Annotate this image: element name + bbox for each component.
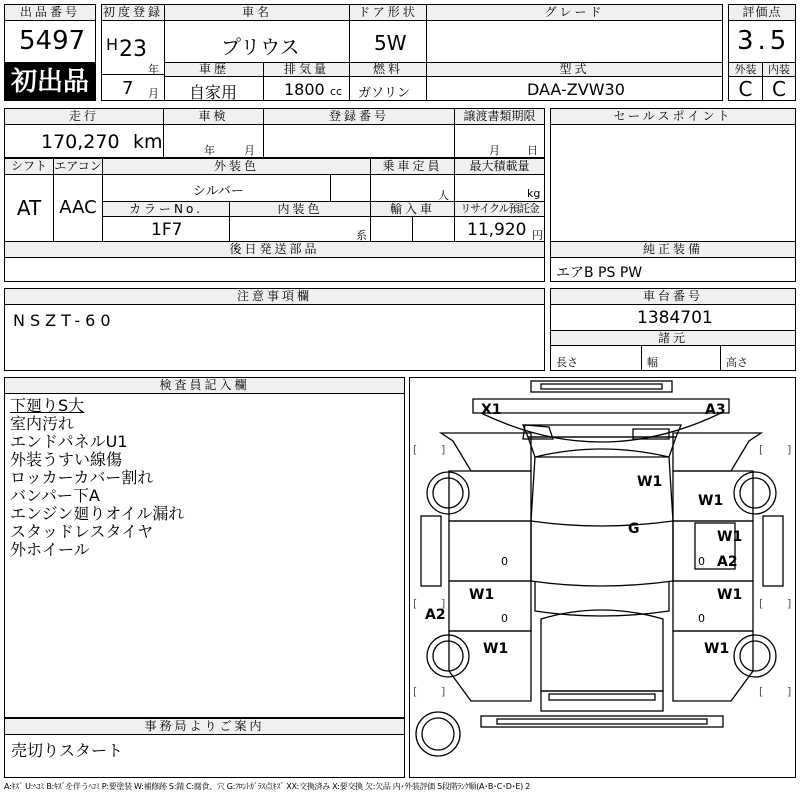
front-bumper-top xyxy=(531,381,672,392)
registration-year: 23 xyxy=(119,37,147,62)
inspection-year-unit: 年 xyxy=(204,144,215,157)
dims-width-box xyxy=(641,345,721,371)
capacity-box xyxy=(370,174,455,202)
bracket: [ xyxy=(413,685,418,698)
color-no-box xyxy=(102,216,230,242)
car-name: プリウス xyxy=(221,35,300,59)
damage-mark: X1 xyxy=(481,402,502,418)
inspector-item: バンパー下A xyxy=(10,486,100,505)
reg-number-label: 登録番号 xyxy=(263,108,455,125)
inspector-list xyxy=(10,397,184,559)
first-listing-badge: 初出品 xyxy=(4,63,96,101)
ext-color-extra xyxy=(330,174,371,202)
lot-number: 5497 xyxy=(19,26,86,56)
aircon-label: エアコン xyxy=(54,159,102,173)
bracket: [ xyxy=(759,443,764,456)
ext-color-label: 外装色 xyxy=(102,158,371,175)
history-value: 自家用 xyxy=(189,83,238,101)
damage-mark: W1 xyxy=(698,493,724,509)
office-box xyxy=(4,734,405,778)
left-front-door xyxy=(449,521,531,581)
max-load-label: 最大積載量 xyxy=(454,158,545,175)
front-panel xyxy=(473,399,729,413)
registration-month-box xyxy=(101,74,165,101)
damage-mark: A3 xyxy=(705,402,726,418)
lot-label: 出品番号 xyxy=(4,4,96,21)
equipment-label: 純正装備 xyxy=(550,241,796,258)
grade-label: グレード xyxy=(426,4,723,21)
car-diagram xyxy=(410,378,795,777)
dims-height: 高さ xyxy=(726,356,748,369)
import-box-2 xyxy=(412,216,455,242)
score-label: 評価点 xyxy=(728,4,796,21)
bracket: ] xyxy=(787,685,792,698)
bracket: [ xyxy=(413,443,418,456)
model-box xyxy=(426,76,723,101)
registration-year-unit: 年 xyxy=(148,63,159,76)
recycle-unit: 円 xyxy=(532,229,543,242)
mileage-value: 170,270 xyxy=(41,131,120,153)
door-label: ドア形状 xyxy=(349,4,427,21)
inspector-item: スタッドレスタイヤ xyxy=(10,522,154,541)
inspector-item: エンドパネルU1 xyxy=(10,432,128,451)
ext-color-box xyxy=(102,174,331,202)
import-label: 輸入車 xyxy=(370,201,455,217)
sales-points-label: セールスポイント xyxy=(550,108,796,125)
dims-height-box xyxy=(720,345,796,371)
interior-score: C xyxy=(762,76,796,101)
chassis-value: 1384701 xyxy=(637,308,713,328)
color-no-value: 1F7 xyxy=(151,220,183,240)
inspection-month-unit: 月 xyxy=(244,144,255,157)
equipment-box xyxy=(550,257,796,282)
rear-glass xyxy=(541,610,663,691)
dims-width: 幅 xyxy=(647,356,658,369)
inspector-item: 外ホイール xyxy=(10,540,90,559)
car-name-box xyxy=(164,20,350,63)
notes-value: NSZT-60 xyxy=(13,311,116,330)
history-label: 車歴 xyxy=(164,62,264,77)
recycle-label: リサイクル預託金 xyxy=(454,201,545,217)
aircon-value: AAC xyxy=(53,174,103,242)
transfer-label: 譲渡書類期限 xyxy=(454,108,545,125)
int-color-label: 内装色 xyxy=(229,201,371,217)
damage-mark: W1 xyxy=(704,641,730,657)
int-color-box xyxy=(229,216,371,242)
exterior-score: C xyxy=(728,76,763,101)
recycle-box xyxy=(454,216,545,242)
shift-label: シフト xyxy=(4,158,54,175)
lot-number-box xyxy=(4,20,96,63)
notes-label: 注意事項欄 xyxy=(4,288,545,305)
displacement-label: 排気量 xyxy=(263,62,350,77)
inspector-item: 下廻りS大 xyxy=(10,396,85,415)
displacement-box xyxy=(263,76,350,101)
dims-length: 長さ xyxy=(556,356,578,369)
max-load-box xyxy=(454,174,545,202)
legend: A:ｷｽﾞ U:ﾍｺﾐ B:ｷｽﾞを伴うﾍｺﾐ P:要塗装 W:補修跡 S:錆 C:腐食、穴 G:ﾌﾛﾝﾄｶﾞﾗｽ点ｷｽﾞ XX:交換済み X:要交換 欠:欠品 内･外装評価 5段階ﾗﾝｸ順(A･B･C･D･E) 2 xyxy=(4,782,530,791)
inspector-label: 検査員記入欄 xyxy=(4,377,405,394)
damage-mark: W1 xyxy=(483,641,509,657)
chassis-label: 車台番号 xyxy=(550,288,796,305)
office-label: 事務局よりご案内 xyxy=(4,718,405,735)
score-box xyxy=(728,20,796,63)
notes-box xyxy=(4,304,545,371)
bracket: ] xyxy=(441,443,446,456)
door-value: 5W xyxy=(374,31,407,55)
mileage-label: 走行 xyxy=(4,108,164,125)
damage-mark: W1 xyxy=(469,587,495,603)
displacement-unit: cc xyxy=(330,85,343,98)
import-box-1 xyxy=(370,216,413,242)
bracket: [ xyxy=(413,597,418,610)
bracket: ] xyxy=(787,597,792,610)
damage-mark: A2 xyxy=(425,607,446,623)
damage-mark: W1 xyxy=(717,587,743,603)
model-label: 型式 xyxy=(426,62,723,77)
inspection-box xyxy=(163,124,264,158)
car-name-label: 車名 xyxy=(164,4,350,21)
fuel-value: ガソリン xyxy=(358,86,411,101)
fuel-box xyxy=(349,76,427,101)
dims-length-box xyxy=(550,345,642,371)
equipment-value: エアB PS PW xyxy=(556,265,643,281)
registration-era: H xyxy=(106,35,119,54)
mileage-unit: km xyxy=(133,131,163,153)
displacement-value: 1800 xyxy=(284,80,325,99)
capacity-label: 乗車定員 xyxy=(370,158,455,175)
office-value: 売切りスタート xyxy=(11,741,124,760)
capacity-unit: 人 xyxy=(438,189,449,202)
score-value: 3.5 xyxy=(737,26,791,56)
inspector-item: エンジン廻りオイル漏れ xyxy=(10,504,185,523)
damage-mark: W1 xyxy=(717,529,743,545)
exterior-label: 外装 xyxy=(728,62,763,77)
fuel-label: 燃料 xyxy=(349,62,427,77)
zero-mark: 0 xyxy=(501,555,508,568)
shift-value: AT xyxy=(4,174,54,242)
bracket: ] xyxy=(787,443,792,456)
dims-label: 諸元 xyxy=(550,330,796,346)
registration-month: 7 xyxy=(122,78,134,99)
inspector-item: ロッカーカバー割れ xyxy=(10,468,154,487)
car-diagram-frame xyxy=(409,377,796,778)
inspector-item: 外装うすい線傷 xyxy=(10,450,123,469)
transfer-month-unit: 月 xyxy=(489,144,500,157)
ext-color-value: シルバー xyxy=(193,184,244,199)
later-parts-label: 後日発送部品 xyxy=(4,241,545,258)
max-load-unit: kg xyxy=(527,187,541,200)
recycle-value: 11,920 xyxy=(467,220,527,240)
later-parts-box xyxy=(4,257,545,282)
bracket: [ xyxy=(759,685,764,698)
color-no-label: カラーNo. xyxy=(102,201,230,217)
inspector-item: 室内汚れ xyxy=(10,414,75,433)
zero-mark: 0 xyxy=(698,555,705,568)
transfer-box xyxy=(454,124,545,158)
model-value: DAA-ZVW30 xyxy=(527,80,625,99)
inspection-label: 車検 xyxy=(163,108,264,125)
registration-month-unit: 月 xyxy=(148,87,159,100)
zero-mark: 0 xyxy=(698,612,705,625)
reg-number-box xyxy=(263,124,455,158)
grade-box xyxy=(426,20,723,63)
sales-points-box xyxy=(550,124,796,242)
bracket: [ xyxy=(759,597,764,610)
history-box xyxy=(164,76,264,101)
interior-label: 内装 xyxy=(762,62,796,77)
bracket: ] xyxy=(441,685,446,698)
int-color-unit: 系 xyxy=(356,229,367,242)
chassis-box xyxy=(550,304,796,331)
zero-mark: 0 xyxy=(501,612,508,625)
transfer-day-unit: 日 xyxy=(527,144,538,157)
door-box xyxy=(349,20,427,63)
damage-mark: W1 xyxy=(637,474,663,490)
registration-label: 初度登録 xyxy=(102,5,163,19)
inspector-box xyxy=(4,393,405,718)
damage-mark: A2 xyxy=(717,554,738,570)
bracket: ] xyxy=(441,597,446,610)
mileage-box xyxy=(4,124,164,158)
damage-mark: G xyxy=(628,521,640,537)
registration-year-box xyxy=(101,20,165,75)
